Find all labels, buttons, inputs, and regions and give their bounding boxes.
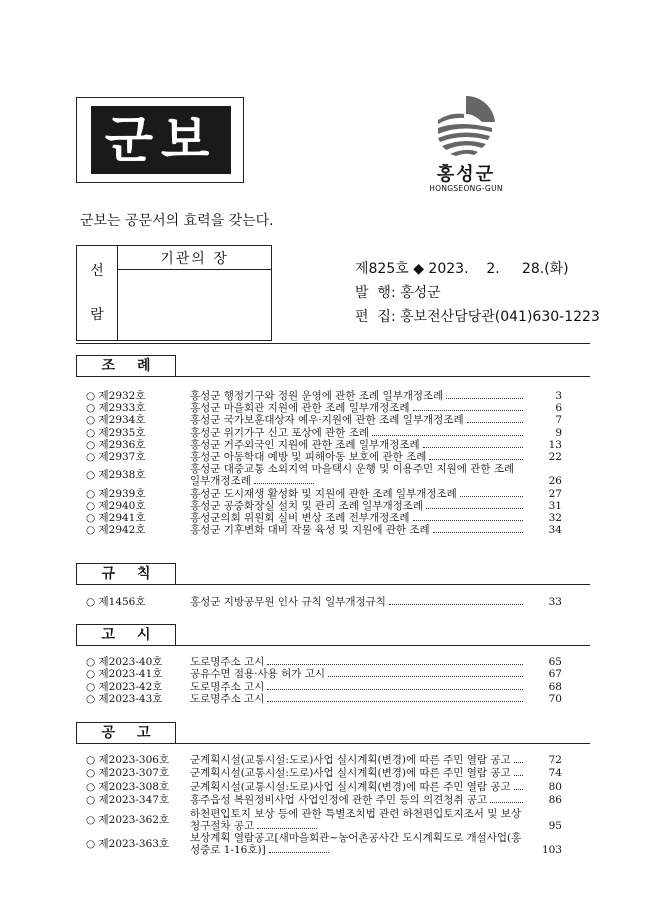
toc-title [190, 832, 526, 856]
selection-table [76, 245, 272, 341]
toc-number: ○ 제2937호 [86, 451, 146, 463]
toc-page: 13 [548, 438, 562, 451]
page-title: 군보 [91, 106, 231, 174]
toc-title-text: 홍성군 도시재생 활성화 및 지원에 관한 조례 일부개정조례 [190, 487, 457, 500]
issue-line: 제825호 ◆ 2023. 2. 28.(화) [355, 261, 569, 277]
slogan: 군보는 공문서의 효력을 갖는다. [80, 213, 274, 229]
leader-dots [429, 451, 523, 460]
toc-page: 9 [555, 426, 562, 439]
leader-dots [389, 596, 523, 605]
section-divider [76, 376, 590, 377]
toc-page: 67 [548, 668, 562, 681]
toc-page: 70 [548, 693, 562, 706]
toc-title-text: 보상계획 열람공고[새마을회관~농어촌공사간 도시계획도로 개설사업(홍성중로 1-16호)] [190, 832, 522, 857]
toc-title-text: 홍주읍성 복원정비사업 사업인정에 관한 주민 등의 의견청취 공고 [190, 794, 488, 807]
toc-title [190, 390, 526, 402]
leader-dots [514, 754, 523, 763]
leader-dots [267, 693, 523, 702]
toc-page: 22 [548, 451, 562, 463]
toc-page: 68 [548, 680, 562, 693]
toc-page: 7 [555, 414, 562, 427]
leader-dots [514, 781, 523, 790]
leader-dots [267, 681, 523, 690]
toc-number: ○ 제2023-42호 [86, 680, 163, 693]
leader-dots [426, 500, 523, 509]
toc-page: 65 [548, 656, 562, 668]
toc-page: 86 [548, 794, 562, 807]
toc-title [190, 767, 526, 779]
toc-title-text: 홍성군 지방공무원 인사 규칙 일부개정규칙 [190, 596, 386, 608]
toc-title-text: 도로명주소 고시 [190, 680, 265, 693]
leader-dots [269, 852, 329, 853]
leader-dots [446, 390, 523, 399]
toc-title-text: 공유수면 점용·사용 허가 고시 [190, 668, 326, 681]
editor-line: 편 집: 홍보전산담당관(041)630-1223 [355, 309, 600, 325]
toc-page: 80 [548, 780, 562, 793]
toc-number: ○ 제2942호 [86, 524, 146, 537]
toc-title [190, 754, 526, 766]
selection-label-cell [77, 246, 118, 341]
toc-title [190, 439, 526, 451]
section-tab-ordinance: 조례 [76, 355, 176, 377]
selection-body [118, 270, 272, 341]
leader-dots [423, 439, 523, 448]
logo-english-text: HONGSEONG-GUN [429, 184, 503, 193]
toc-title [190, 500, 526, 512]
hongseong-logo-icon [430, 92, 502, 158]
leader-dots [257, 828, 317, 829]
leader-dots [372, 427, 523, 436]
toc-number: ○ 제2935호 [86, 426, 146, 439]
section-tab-rule: 규칙 [76, 563, 176, 585]
leader-dots [490, 794, 523, 803]
toc-page: 26 [548, 475, 562, 488]
toc-number: ○ 제2941호 [86, 512, 146, 525]
toc-title [190, 488, 526, 500]
toc-title-text: 도로명주소 고시 [190, 656, 265, 668]
toc-title-text: 하천편입토지 보상 등에 관한 특별조치법 관련 하천편입토지조서 및 보상청구절차 공고 [190, 807, 521, 832]
toc-page: 103 [541, 844, 562, 857]
selection-label-top: 선 [90, 263, 104, 279]
toc-page: 34 [548, 524, 562, 537]
toc-title-text: 군계획시설(교통시설:도로)사업 실시계획(변경)에 따른 주민 열람 공고 [190, 754, 511, 766]
toc-title-text: 홍성군 기후변화 대비 작물 육성 및 지원에 관한 조례 [190, 524, 430, 537]
toc-title [190, 451, 526, 463]
toc-title-text: 홍성군 행정기구와 정원 운영에 관한 조례 일부개정조례 [190, 390, 444, 402]
toc-title [190, 596, 526, 608]
header-divider [76, 343, 590, 344]
section-divider [76, 743, 590, 744]
toc-title [190, 668, 526, 680]
toc-title-text: 홍성군 국가보훈대상자 예우·지원에 관한 조례 일부개정조례 [190, 414, 464, 427]
leader-dots [413, 512, 523, 521]
toc-number: ○ 제2023-307호 [86, 767, 170, 780]
toc-title-text: 홍성군 공중화장실 설치 및 관리 조례 일부개정조례 [190, 499, 424, 512]
publisher-line: 발 행: 홍성군 [355, 285, 441, 301]
toc-title [190, 781, 526, 793]
toc-number: ○ 제2023-306호 [86, 754, 170, 766]
toc-title [190, 808, 526, 832]
toc-page: 74 [548, 767, 562, 780]
toc-title-text: 홍성군 마을회관 지원에 관한 조례 일부개정조례 [190, 402, 410, 415]
toc-number: ○ 제2936호 [86, 438, 146, 451]
toc-number: ○ 제2023-347호 [86, 794, 170, 807]
leader-dots [254, 483, 314, 484]
section-divider [76, 645, 590, 646]
toc-page: 27 [548, 487, 562, 500]
toc-title-text: 홍성군의회 위원회 실비 변상 조례 전부개정조례 [190, 512, 410, 525]
leader-dots [267, 656, 523, 665]
toc-title [190, 414, 526, 426]
toc-number: ○ 제2023-362호 [86, 813, 170, 826]
toc-number: ○ 제2940호 [86, 499, 146, 512]
toc-page: 32 [548, 512, 562, 525]
toc-number: ○ 제2933호 [86, 402, 146, 415]
leader-dots [328, 668, 523, 677]
toc-page: 33 [548, 596, 562, 608]
toc-title-text: 군계획시설(교통시설:도로)사업 실시계획(변경)에 따른 주민 열람 공고 [190, 767, 511, 780]
toc-title [190, 794, 526, 806]
toc-number: ○ 제2023-363호 [86, 838, 170, 851]
selection-label-bottom: 람 [90, 307, 104, 323]
toc-page: 31 [548, 499, 562, 512]
toc-title-text: 홍성군 거주외국인 지원에 관한 조례 일부개정조례 [190, 438, 420, 451]
toc-number: ○ 제1456호 [86, 596, 146, 608]
toc-number: ○ 제2023-41호 [86, 668, 163, 681]
leader-dots [413, 402, 523, 411]
toc-number: ○ 제2939호 [86, 487, 146, 500]
toc-title-text: 홍성군 아동학대 예방 및 피해아동 보호에 관한 조례 [190, 451, 427, 463]
toc-number: ○ 제2023-308호 [86, 780, 170, 793]
leader-dots [514, 767, 523, 776]
toc-title [190, 524, 526, 536]
toc-number: ○ 제2932호 [86, 390, 146, 402]
toc-number: ○ 제2023-43호 [86, 693, 163, 706]
toc-page: 95 [548, 819, 562, 832]
toc-page: 6 [555, 402, 562, 415]
toc-title [190, 463, 526, 487]
toc-number: ○ 제2934호 [86, 414, 146, 427]
section-divider [76, 584, 590, 585]
section-tab-announcement: 공고 [76, 722, 176, 744]
toc-title [190, 427, 526, 439]
toc-title [190, 681, 526, 693]
leader-dots [433, 524, 523, 533]
title-box [76, 97, 244, 183]
toc-page: 3 [555, 390, 562, 402]
toc-title-text: 도로명주소 고시 [190, 693, 265, 706]
toc-title-text: 홍성군 대중교통 소외지역 마을택시 운행 및 이용주민 지원에 관한 조례 일부개정조례 [190, 463, 515, 488]
section-tab-notice: 고시 [76, 624, 176, 646]
selection-header: 기관의 장 [118, 246, 272, 270]
toc-title-text: 홍성군 위기가구 신고 포상에 관한 조례 [190, 426, 369, 439]
logo-korean-text: 홍성군 [436, 164, 496, 185]
toc-title [190, 512, 526, 524]
toc-title-text: 군계획시설(교통시설:도로)사업 실시계획(변경)에 따른 주민 열람 공고 [190, 780, 511, 793]
toc-number: ○ 제2023-40호 [86, 656, 163, 668]
leader-dots [467, 414, 523, 423]
toc-title [190, 656, 526, 668]
toc-title [190, 402, 526, 414]
toc-title [190, 693, 526, 705]
toc-page: 72 [548, 754, 562, 766]
leader-dots [460, 488, 523, 497]
toc-number: ○ 제2938호 [86, 469, 146, 482]
